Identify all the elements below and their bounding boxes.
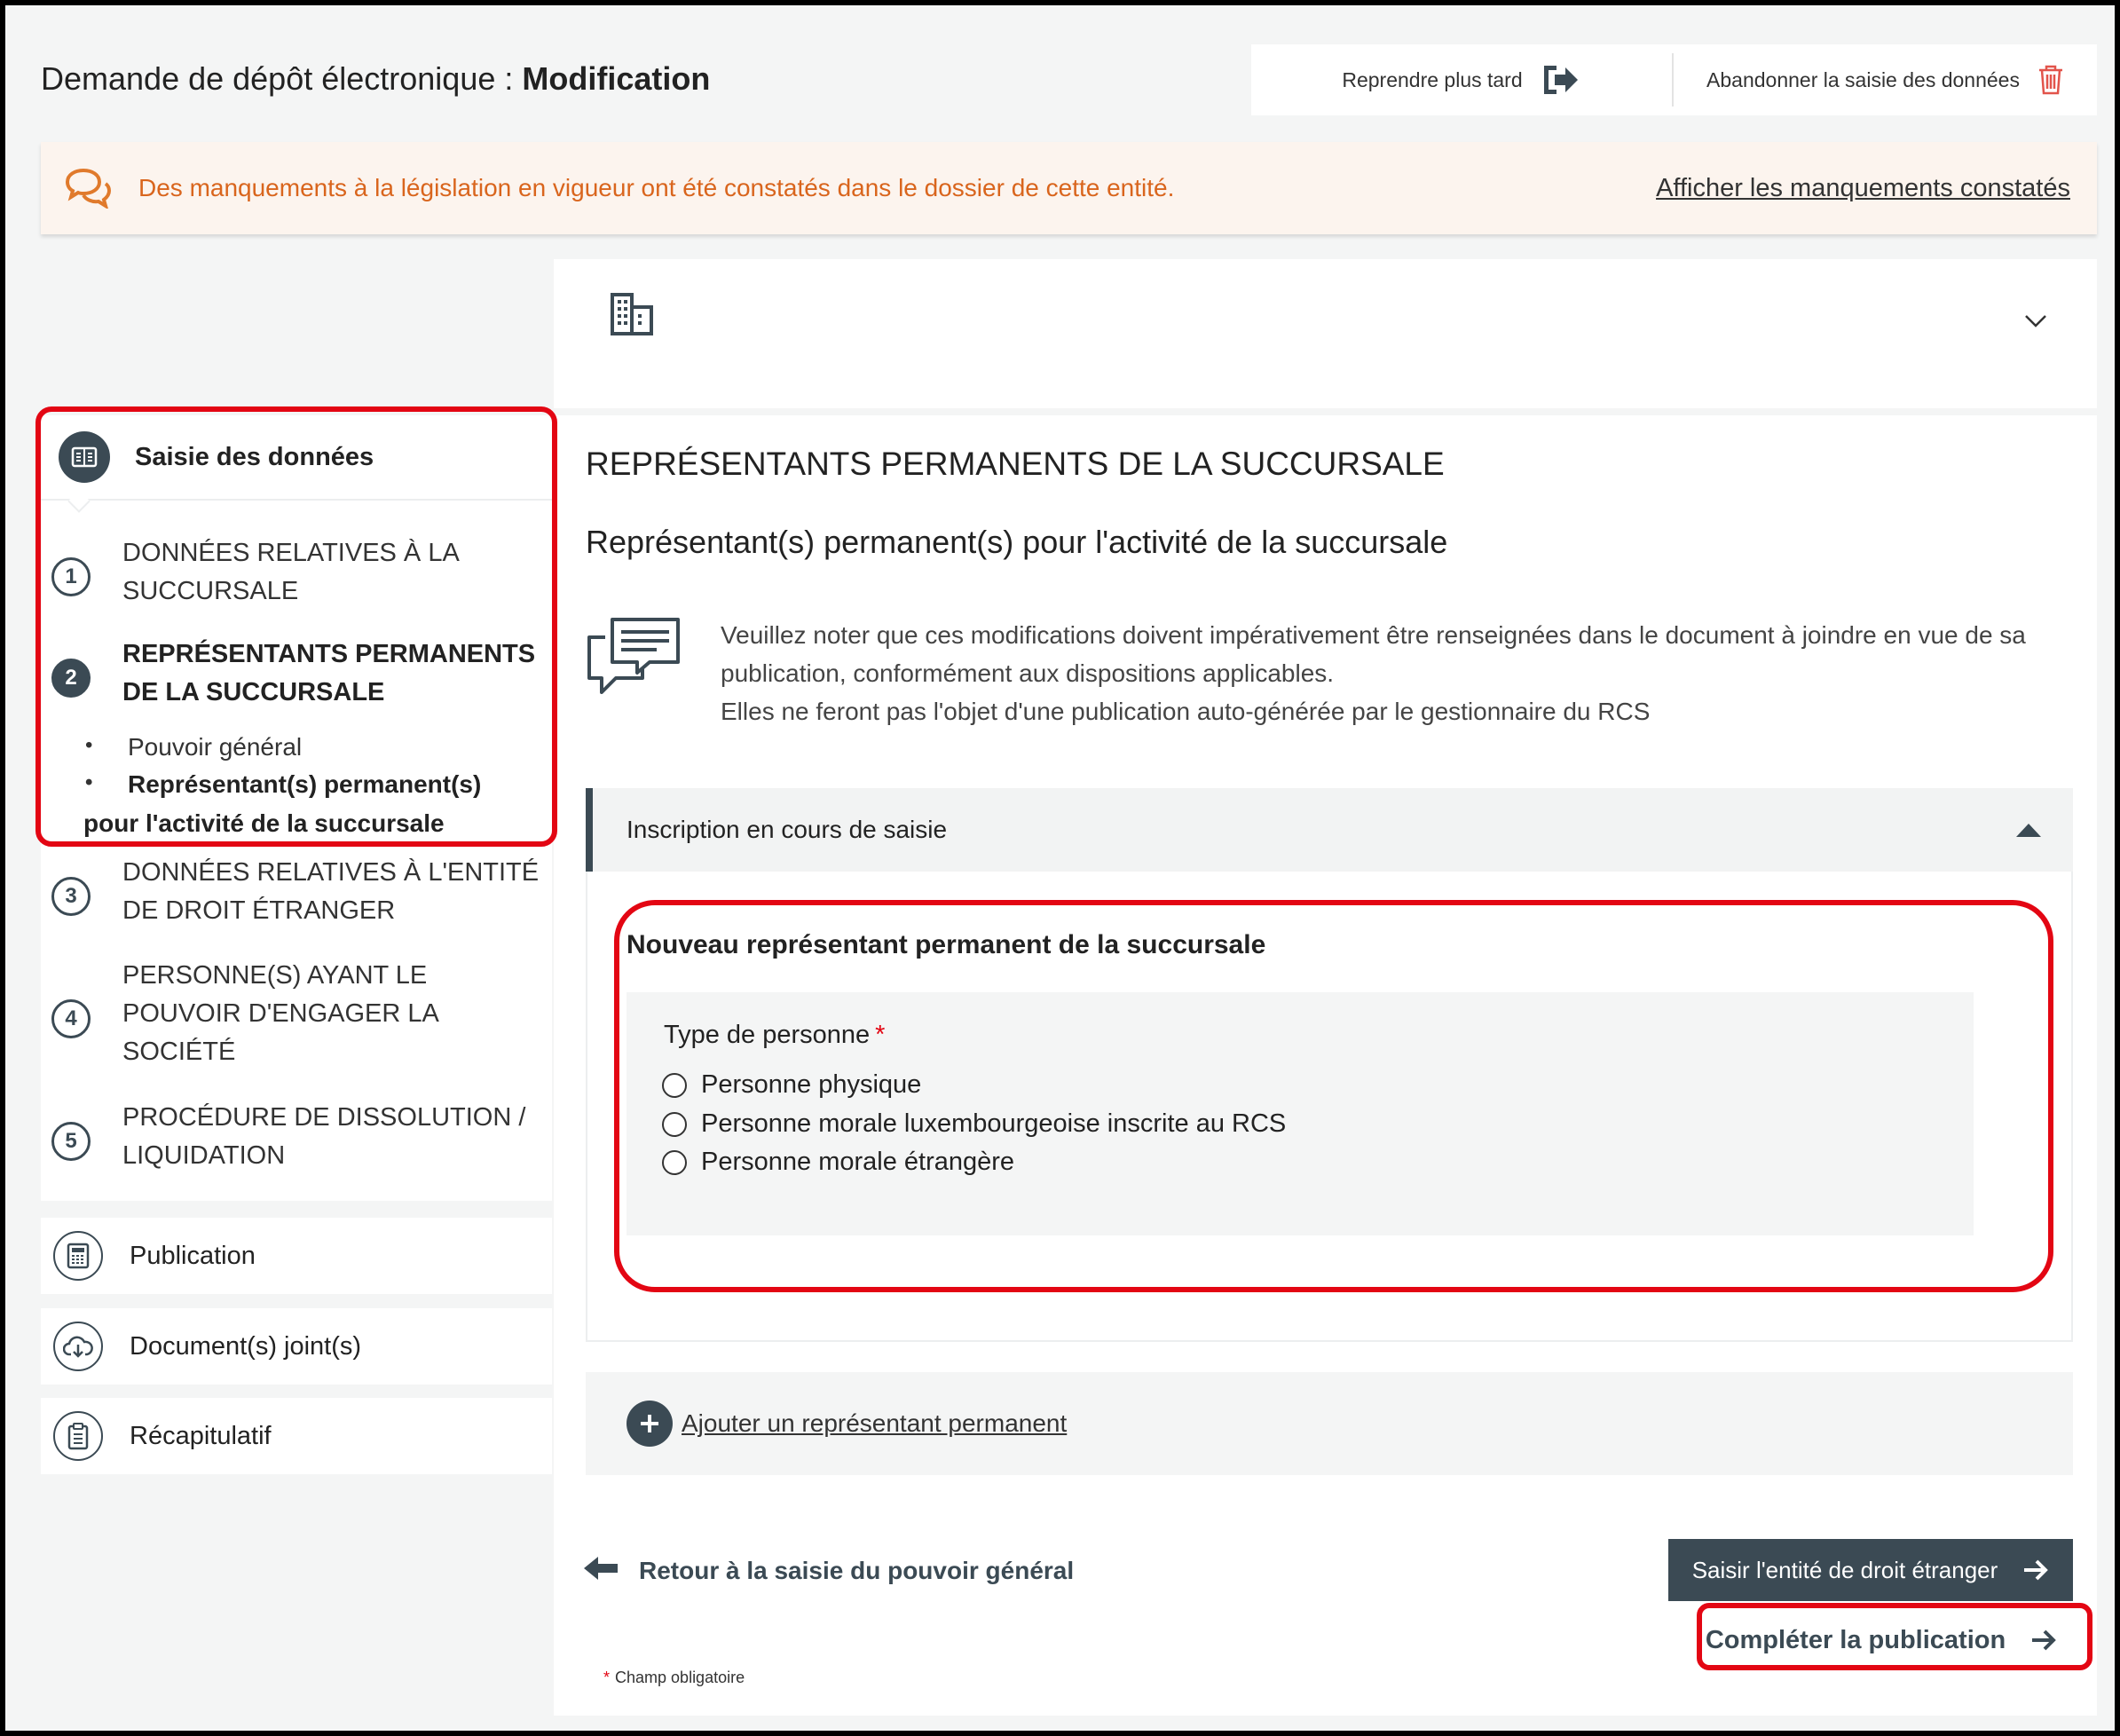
step-2-number: 2: [51, 659, 91, 698]
calculator-icon: [53, 1231, 103, 1281]
step-3-label: DONNÉES RELATIVES À L'ENTITÉ DE DROIT ÉTRANGER: [122, 858, 540, 925]
section-subtitle: Représentant(s) permanent(s) pour l'activité de la succursale: [586, 524, 1448, 560]
substep-general-power[interactable]: Pouvoir général: [128, 733, 303, 761]
back-button[interactable]: [582, 1555, 1074, 1586]
highlight-sidebar-steps: [35, 406, 557, 847]
nav-publication[interactable]: [41, 1218, 552, 1294]
trash-icon: [2037, 64, 2064, 96]
chevron-down-icon[interactable]: [2024, 314, 2047, 333]
substep-bullet: •: [85, 770, 93, 794]
info-chat-icon: [586, 616, 683, 702]
next-label: Saisir l'entité de droit étranger: [1691, 1556, 1998, 1583]
substep-bullet: •: [85, 733, 93, 757]
alert-message: Des manquements à la législation en vigueur ont été constatés dans le dossier de cette entité.: [138, 174, 1175, 201]
info-line-1: Veuillez noter que ces modifications doivent impérativement être renseignées dans le document à joindre en vue de sa: [721, 621, 2026, 649]
next-button[interactable]: [1668, 1539, 2073, 1601]
accordion-label: Inscription en cours de saisie: [627, 816, 948, 843]
step-5-label: PROCÉDURE DE DISSOLUTION / LIQUIDATION: [122, 1103, 526, 1170]
arrow-right-icon: [2022, 1558, 2049, 1582]
header-actions: [1251, 44, 2097, 115]
add-representative-link[interactable]: Ajouter un représentant permanent: [682, 1409, 1068, 1437]
application-frame: [5, 5, 2115, 1731]
resume-later-button[interactable]: [1251, 44, 1672, 115]
page-title-mode: Modification: [522, 60, 711, 97]
abandon-label: Abandonner la saisie des données: [1706, 67, 2020, 91]
chat-icon: [64, 168, 114, 209]
arrow-left-icon: [582, 1555, 619, 1586]
nav-publication-label: Publication: [130, 1241, 256, 1270]
required-field-note: [603, 1669, 745, 1687]
section-title: REPRÉSENTANTS PERMANENTS DE LA SUCCURSALE: [586, 446, 1445, 482]
step-4-label: PERSONNE(S) AYANT LE POUVOIR D'ENGAGER LA SOCIÉTÉ: [122, 961, 438, 1066]
nav-summary[interactable]: [41, 1398, 552, 1474]
caret-up-icon[interactable]: [2016, 824, 2041, 837]
cloud-download-icon: [53, 1322, 103, 1371]
radio-foreign-legal-person-label: Personne morale étrangère: [701, 1148, 1015, 1176]
accordion-header[interactable]: [586, 788, 2073, 872]
compliance-alert: [41, 142, 2097, 234]
page-title-prefix: Demande de dépôt électronique :: [41, 60, 523, 97]
data-entry-title: Saisie des données: [135, 442, 374, 471]
page-title: [41, 60, 710, 98]
radio-lux-legal-person-label: Personne morale luxembourgeoise inscrite au RCS: [701, 1109, 1287, 1138]
footnote-text: Champ obligatoire: [615, 1669, 745, 1686]
abandon-button[interactable]: [1674, 44, 2097, 115]
step-5-number: 5: [51, 1122, 91, 1161]
building-icon: [609, 291, 655, 342]
resume-later-label: Reprendre plus tard: [1342, 67, 1523, 91]
show-violations-link[interactable]: Afficher les manquements constatés: [1656, 173, 2070, 202]
step-2-label: REPRÉSENTANTS PERMANENTS DE LA SUCCURSALE: [122, 640, 536, 706]
step-1-label: DONNÉES RELATIVES À LA SUCCURSALE: [122, 539, 459, 605]
step-4-number: 4: [51, 999, 91, 1038]
add-representative-row: [586, 1372, 2073, 1475]
info-text: [721, 616, 2069, 730]
clipboard-icon: [53, 1411, 103, 1461]
info-line-2: publication, conformément aux dispositions applicables.: [721, 659, 1335, 687]
highlight-complete-publication: [1697, 1603, 2092, 1670]
highlight-new-representative-form: [614, 900, 2053, 1292]
nav-summary-label: Récapitulatif: [130, 1421, 272, 1450]
footnote-star: *: [603, 1669, 611, 1686]
substep-permanent-reps-cont[interactable]: pour l'activité de la succursale: [83, 809, 445, 837]
nav-documents[interactable]: [41, 1308, 552, 1385]
exit-icon: [1541, 62, 1581, 98]
back-label: Retour à la saisie du pouvoir général: [639, 1556, 1075, 1584]
required-mark: *: [875, 1021, 886, 1049]
step-1-number: 1: [51, 557, 91, 596]
entity-card[interactable]: [554, 259, 2097, 408]
plus-icon[interactable]: [627, 1401, 673, 1447]
substep-permanent-reps[interactable]: Représentant(s) permanent(s): [128, 770, 482, 798]
step-3-number: 3: [51, 877, 91, 916]
radio-natural-person-label: Personne physique: [701, 1070, 922, 1099]
complete-publication-label: Compléter la publication: [1705, 1625, 2006, 1654]
form-title: Nouveau représentant permanent de la succursale: [627, 930, 1266, 959]
nav-documents-label: Document(s) joint(s): [130, 1331, 362, 1361]
info-line-3: Elles ne feront pas l'objet d'une publication auto-générée par le gestionnaire du RCS: [721, 698, 1651, 725]
person-type-label-text: Type de personne: [664, 1021, 871, 1049]
